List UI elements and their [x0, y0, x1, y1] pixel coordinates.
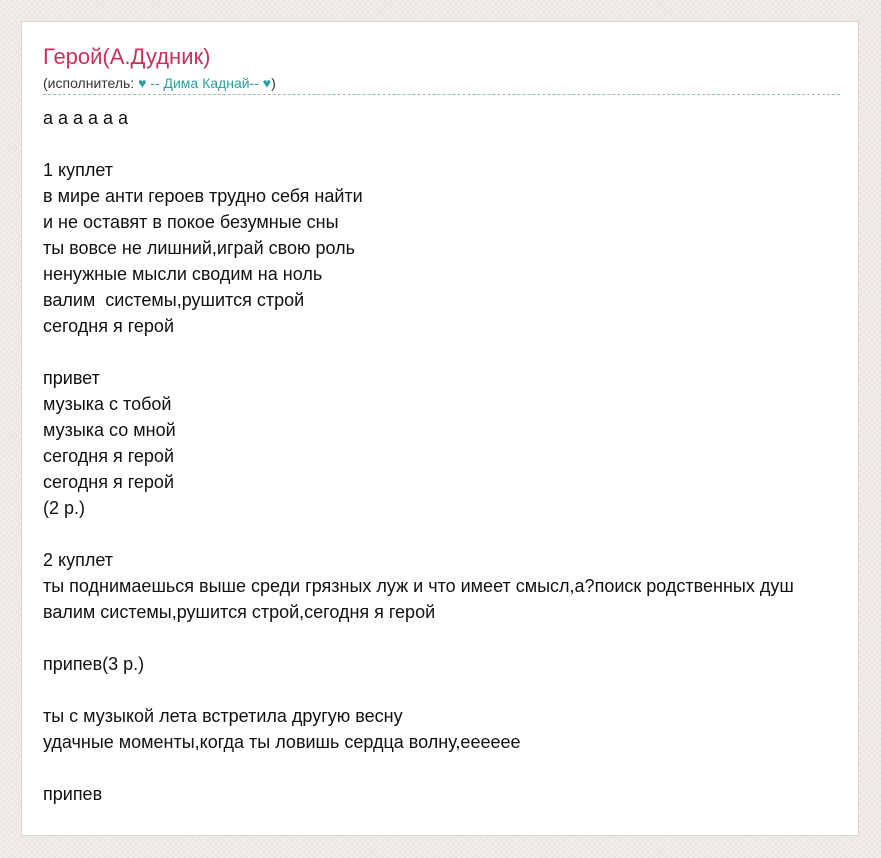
lyric-line: а а а а а а [43, 108, 129, 128]
lyric-line: валим системы,рушится строй [43, 290, 305, 310]
lyric-line: в мире анти героев трудно себя найти [43, 186, 363, 206]
lyric-line [43, 677, 838, 703]
lyric-line [43, 625, 838, 651]
lyric-line: ты вовсе не лишний,играй свою роль [43, 238, 356, 258]
lyric-line: музыка с тобой [43, 394, 172, 414]
heart-icon: ♥ [262, 75, 272, 91]
lyric-line [43, 131, 838, 157]
lyric-line [43, 521, 838, 547]
lyrics-text [43, 105, 838, 807]
lyric-line: ненужные мысли сводим на ноль [43, 264, 323, 284]
lyric-line: припев [43, 784, 103, 804]
lyric-line: музыка со мной [43, 420, 176, 440]
lyric-line: привет [43, 368, 100, 388]
lyric-line: удачные моменты,когда ты ловишь сердца волну,ееееее [43, 732, 521, 752]
song-title: Герой(А.Дудник) [43, 44, 211, 69]
lyric-line: припев(3 р.) [43, 654, 145, 674]
heart-icon: ♥ [138, 75, 147, 91]
lyric-line: и не оставят в покое безумные сны [43, 212, 339, 232]
lyric-line: 1 куплет [43, 160, 113, 180]
lyric-line: сегодня я герой [43, 472, 174, 492]
performer-suffix: ) [271, 75, 276, 91]
performer-prefix: (исполнитель: [43, 75, 139, 91]
title-divider [43, 94, 840, 95]
lyric-line [43, 339, 838, 365]
lyrics-card [21, 21, 859, 836]
lyric-line [43, 755, 838, 781]
performer-line [43, 73, 838, 93]
lyric-line: валим системы,рушится строй,сегодня я герой [43, 602, 436, 622]
performer-link[interactable]: -- Дима Каднай-- [146, 75, 263, 91]
lyric-line: ты поднимаешься выше среди грязных луж и что имеет смысл,а?поиск родственных душ [43, 576, 794, 596]
lyric-line: сегодня я герой [43, 316, 174, 336]
lyric-line: (2 р.) [43, 498, 86, 518]
lyric-line: 2 куплет [43, 550, 113, 570]
lyric-line: сегодня я герой [43, 446, 174, 466]
lyric-line: ты с музыкой лета встретила другую весну [43, 706, 403, 726]
